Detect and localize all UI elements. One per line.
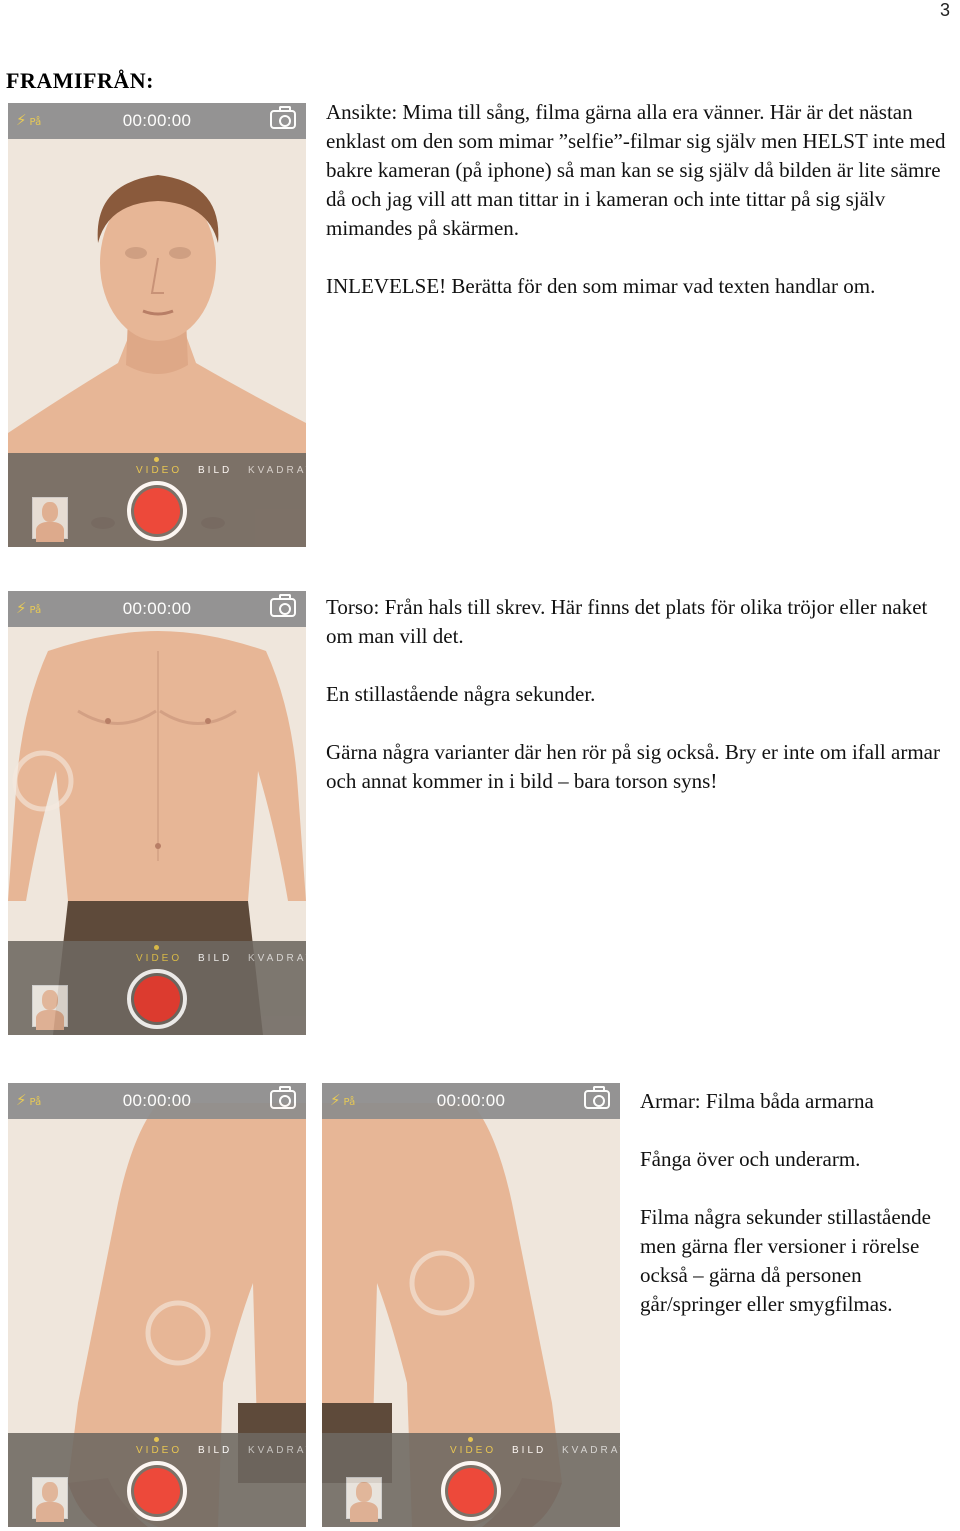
- active-mode-dot: [154, 457, 159, 462]
- page-number: 3: [939, 0, 950, 20]
- camera-mockup-arm-right: [322, 1083, 629, 1527]
- face-paragraph-1: Ansikte: Mima till sång, filma gärna alla era vänner. Här är det nästan enklast om den som mimar ”selfie”-filmar sig själv men HELST inte med bakre kameran (på iphone) så man kan se sig själv då bilden är lite sämre då och jag vill att man tittar in i kameran och inte tittar på sig själv mimandes på skärmen.: [326, 100, 946, 240]
- gallery-thumbnail[interactable]: [32, 985, 68, 1027]
- active-mode-dot: [154, 945, 159, 950]
- mode-square[interactable]: KVADRAT: [248, 953, 315, 964]
- camera-switch-icon[interactable]: [270, 598, 296, 617]
- flash-label: På: [29, 605, 42, 616]
- mode-video[interactable]: VIDEO: [136, 465, 183, 476]
- mode-video[interactable]: VIDEO: [450, 1445, 497, 1456]
- mode-video[interactable]: VIDEO: [136, 953, 183, 964]
- mode-square[interactable]: KVADRAT: [248, 1445, 315, 1456]
- flash-label: På: [343, 1097, 356, 1108]
- record-timer: 00:00:00: [122, 599, 192, 618]
- gallery-thumbnail[interactable]: [32, 497, 68, 539]
- mode-photo[interactable]: BILD: [198, 953, 233, 964]
- torso-paragraph-2: En stillastående några sekunder.: [326, 682, 596, 706]
- mode-square[interactable]: KVADRAT: [248, 465, 315, 476]
- active-mode-dot: [468, 1437, 473, 1442]
- record-button[interactable]: [127, 481, 187, 541]
- gallery-thumbnail[interactable]: [32, 1477, 68, 1519]
- record-button[interactable]: [441, 1461, 501, 1521]
- camera-bottom-bar: [8, 941, 315, 1035]
- face-instructions: [326, 98, 956, 301]
- record-button[interactable]: [127, 969, 187, 1029]
- torso-paragraph-3: Gärna några varianter där hen rör på sig också. Bry er inte om ifall armar och annat kommer in i bild – bara torson syns!: [326, 740, 940, 793]
- mode-video[interactable]: VIDEO: [136, 1445, 183, 1456]
- gallery-thumbnail[interactable]: [346, 1477, 382, 1519]
- record-timer: 00:00:00: [122, 111, 192, 130]
- record-timer: 00:00:00: [436, 1091, 506, 1110]
- mode-photo[interactable]: BILD: [198, 1445, 233, 1456]
- flash-label: På: [29, 117, 42, 128]
- camera-top-bar: [8, 591, 306, 627]
- record-timer: 00:00:00: [122, 1091, 192, 1110]
- camera-switch-icon[interactable]: [270, 110, 296, 129]
- mode-photo[interactable]: BILD: [512, 1445, 547, 1456]
- record-button[interactable]: [127, 1461, 187, 1521]
- camera-top-bar: [322, 1083, 620, 1119]
- mode-photo[interactable]: BILD: [198, 465, 233, 476]
- mode-square[interactable]: KVADRAT: [562, 1445, 629, 1456]
- camera-mockup-torso: [8, 591, 315, 1035]
- arms-paragraph-3: Filma några sekunder stillastående men gärna fler versioner i rörelse också – gärna då personen går/springer eller smygfilmas.: [640, 1205, 931, 1316]
- arms-instructions: [640, 1087, 956, 1319]
- flash-icon[interactable]: ⚡ På: [16, 1091, 42, 1109]
- camera-mockup-arm-left: [8, 1083, 315, 1527]
- torso-paragraph-1: Torso: Från hals till skrev. Här finns det plats för olika tröjor eller naket om man vill det.: [326, 595, 928, 648]
- flash-icon[interactable]: ⚡ På: [16, 111, 42, 129]
- arms-paragraph-2: Fånga över och underarm.: [640, 1147, 861, 1171]
- camera-top-bar: [8, 103, 306, 139]
- camera-bottom-bar: [8, 453, 315, 547]
- face-paragraph-2: INLEVELSE! Berätta för den som mimar vad texten handlar om.: [326, 274, 876, 298]
- page-heading: FRAMIFRÅN:: [6, 68, 154, 93]
- camera-top-bar: [8, 1083, 306, 1119]
- camera-switch-icon[interactable]: [584, 1090, 610, 1109]
- camera-bottom-bar: [8, 1433, 315, 1527]
- camera-switch-icon[interactable]: [270, 1090, 296, 1109]
- camera-bottom-bar: [322, 1433, 629, 1527]
- camera-mockup-face: [8, 103, 315, 547]
- flash-icon[interactable]: ⚡ På: [330, 1091, 356, 1109]
- torso-instructions: [326, 593, 956, 796]
- flash-label: På: [29, 1097, 42, 1108]
- flash-icon[interactable]: ⚡ På: [16, 599, 42, 617]
- arms-paragraph-1: Armar: Filma båda armarna: [640, 1089, 874, 1113]
- active-mode-dot: [154, 1437, 159, 1442]
